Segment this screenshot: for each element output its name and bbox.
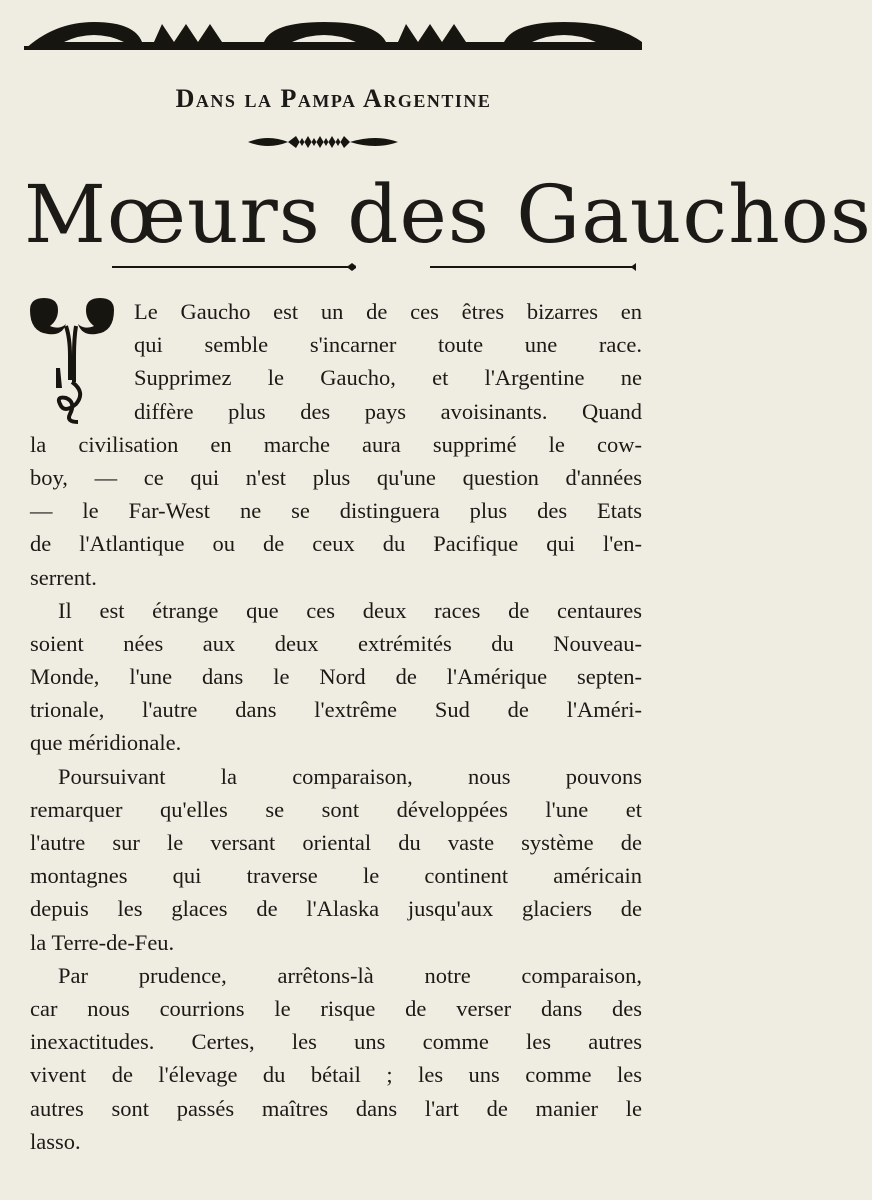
text-line: remarquer qu'elles se sont développées l'une et [30, 796, 642, 822]
text-line: — le Far-West ne se distinguera plus des Etats [30, 498, 642, 524]
title-underline [112, 262, 636, 272]
text-line: car nous courrions le risque de verser dans des [30, 995, 642, 1021]
text-line: Supprimez le Gaucho, et l'Argentine ne [134, 365, 642, 391]
text-line: autres sont passés maîtres dans l'art de manier le [30, 1095, 642, 1121]
text-line: la Terre-de-Feu. [30, 929, 175, 955]
paragraph-4 [30, 959, 642, 1158]
text-line: lasso. [30, 1128, 81, 1154]
text-line: qui semble s'incarner toute une race. [134, 332, 642, 358]
top-ornament-band [24, 16, 642, 56]
text-line: trionale, l'autre dans l'extrême Sud de l'Améri- [30, 697, 642, 723]
text-line: Le Gaucho est un de ces êtres bizarres en [134, 299, 642, 324]
text-line: montagnes qui traverse le continent américain [30, 863, 642, 889]
kicker-ornament [248, 134, 398, 150]
text-line: l'autre sur le versant oriental du vaste système de [30, 830, 642, 855]
text-line: que méridionale. [30, 730, 182, 756]
text-line: la civilisation en marche aura supprimé le cow- [30, 431, 642, 457]
text-line: diffère plus des pays avoisinants. Quand [134, 398, 642, 424]
article-title: Mœurs des Gauchos [24, 168, 872, 261]
text-line: vivent de l'élevage du bétail ; les uns comme les [30, 1062, 642, 1088]
text-line: de l'Atlantique ou de ceux du Pacifique qui l'en- [30, 531, 642, 557]
text-line: Monde, l'une dans le Nord de l'Amérique septen- [30, 664, 642, 690]
text-line: depuis les glaces de l'Alaska jusqu'aux glaciers de [30, 896, 642, 922]
section-kicker: Dans la Pampa Argentine [175, 84, 492, 113]
text-line: serrent. [30, 564, 97, 590]
text-line: Par prudence, arrêtons-là notre comparaison, [58, 962, 642, 988]
paragraph-1 [30, 295, 642, 594]
text-line: Il est étrange que ces deux races de centaures [58, 597, 642, 623]
paragraph-2 [30, 594, 642, 760]
text-line: boy, — ce qui n'est plus qu'une question d'années [30, 464, 642, 490]
text-line: Poursuivant la comparaison, nous pouvons [58, 763, 642, 789]
article-body [30, 295, 642, 1158]
paragraph-3 [30, 760, 642, 959]
text-line: inexactitudes. Certes, les uns comme les autres [30, 1029, 642, 1055]
text-line: soient nées aux deux extrémités du Nouveau- [30, 630, 642, 656]
